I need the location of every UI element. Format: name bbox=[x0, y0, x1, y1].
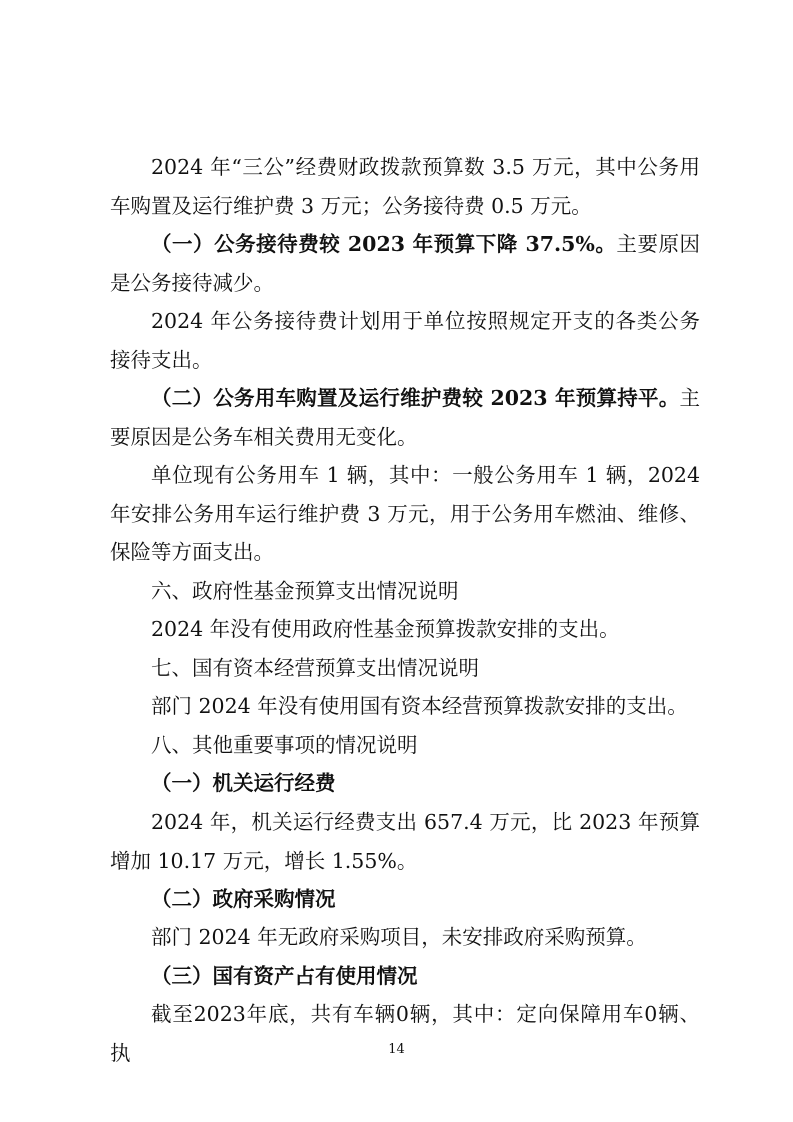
paragraph-bold-lead: （二）公务用车购置及运行维护费较 2023 年预算持平。 bbox=[151, 386, 680, 410]
paragraph-government-fund bbox=[110, 610, 700, 649]
paragraph-vehicle-expenses bbox=[110, 379, 700, 456]
subsection-heading-operating-costs: （一）机关运行经费 bbox=[151, 771, 336, 795]
paragraph-text: 单位现有公务用车 1 辆，其中：一般公务用车 1 辆，2024 年安排公务用车运行维护费 3 万元，用于公务用车燃油、维修、保险等方面支出。 bbox=[110, 463, 700, 564]
subsection-heading-procurement: （二）政府采购情况 bbox=[151, 887, 336, 911]
paragraph-text: 2024 年没有使用政府性基金预算拨款安排的支出。 bbox=[151, 617, 620, 641]
paragraph-reception-expenses bbox=[110, 225, 700, 302]
page-number: 14 bbox=[388, 1042, 405, 1057]
paragraph-text: 部门 2024 年没有使用国有资本经营预算拨款安排的支出。 bbox=[151, 694, 688, 718]
paragraph-vehicle-count bbox=[110, 456, 700, 572]
section-heading-6: 六、政府性基金预算支出情况说明 bbox=[151, 579, 459, 603]
paragraph-text: 截至2023年底，共有车辆0辆，其中：定向保障用车0辆、执 bbox=[110, 1002, 700, 1065]
paragraph-state-capital bbox=[110, 687, 700, 726]
paragraph-state-assets bbox=[110, 995, 700, 1072]
paragraph-text: 部门 2024 年无政府采购项目，未安排政府采购预算。 bbox=[151, 925, 647, 949]
paragraph-text: 主要原因是公务车相关费用无变化。 bbox=[110, 386, 700, 449]
paragraph-bold-lead: （一）公务接待费较 2023 年预算下降 37.5%。 bbox=[151, 232, 617, 256]
subsection-heading-state-assets: （三）国有资产占有使用情况 bbox=[151, 964, 418, 988]
paragraph-text: 主要原因是公务接待减少。 bbox=[110, 232, 701, 295]
section-heading-7: 七、国有资本经营预算支出情况说明 bbox=[151, 656, 479, 680]
section-heading-8: 八、其他重要事项的情况说明 bbox=[151, 733, 418, 757]
paragraph-operating-costs bbox=[110, 803, 700, 880]
paragraph-reception-plan bbox=[110, 302, 700, 379]
paragraph-procurement bbox=[110, 918, 700, 957]
paragraph-text: 2024 年，机关运行经费支出 657.4 万元，比 2023 年预算增加 10.17 万元，增长 1.55%。 bbox=[110, 810, 700, 873]
paragraph-three-public-expenses bbox=[110, 148, 700, 225]
paragraph-text: 2024 年“三公”经费财政拨款预算数 3.5 万元，其中公务用车购置及运行维护费 3 万元；公务接待费 0.5 万元。 bbox=[110, 155, 700, 218]
paragraph-text: 2024 年公务接待费计划用于单位按照规定开支的各类公务接待支出。 bbox=[110, 309, 700, 372]
